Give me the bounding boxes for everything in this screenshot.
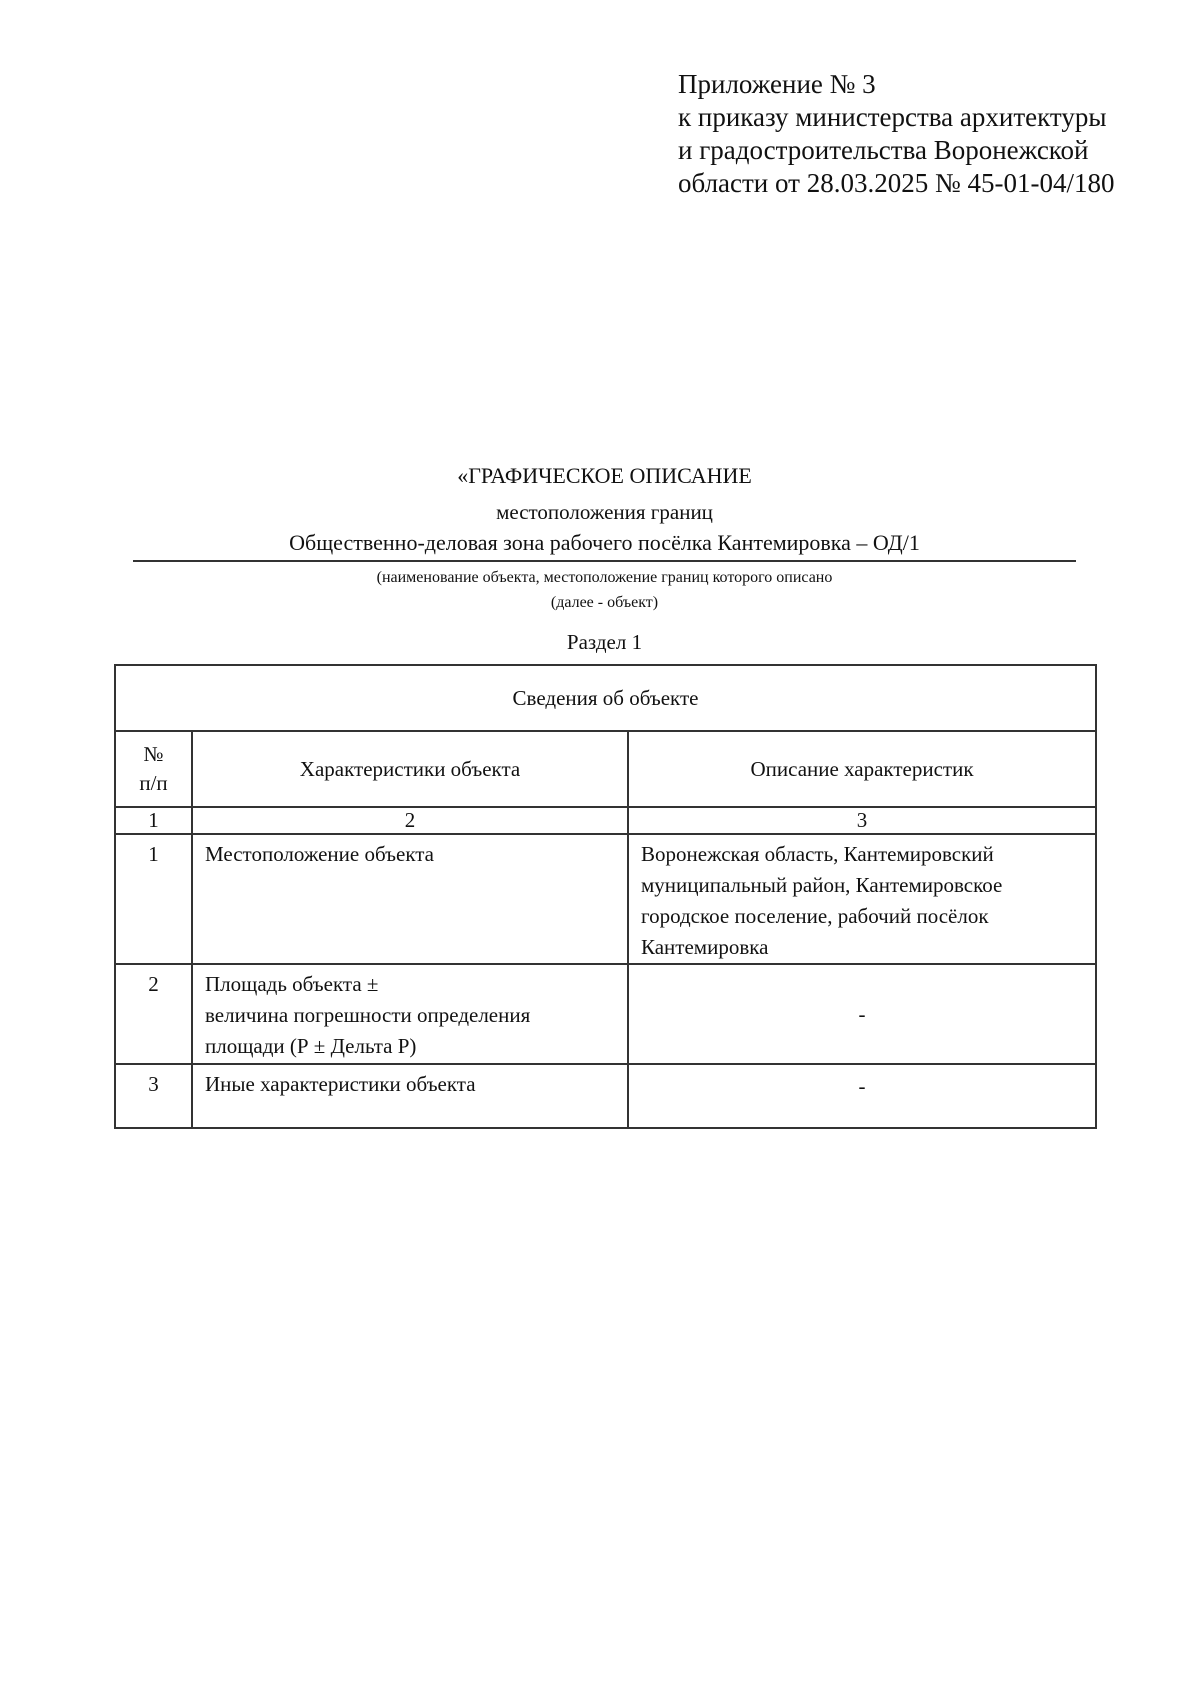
object-name: Общественно-деловая зона рабочего посёлка Кантемировка – ОД/1 <box>133 528 1076 562</box>
row-number: 1 <box>115 834 192 964</box>
column-numbers-row <box>115 807 1096 834</box>
appendix-date-line: области от 28.03.2025 № 45-01-04/180 <box>678 168 1115 198</box>
row-number: 3 <box>115 1064 192 1128</box>
document-title: «ГРАФИЧЕСКОЕ ОПИСАНИЕ <box>457 463 752 488</box>
column-number-1: 1 <box>115 807 192 834</box>
object-note-line-2: (далее - объект) <box>550 594 659 611</box>
row-characteristic: Иные характеристики объекта <box>192 1064 628 1128</box>
table-row <box>115 834 1096 964</box>
column-number-3: 3 <box>628 807 1096 834</box>
appendix-number: Приложение № 3 <box>678 69 876 99</box>
appendix-order-line: к приказу министерства архитектуры <box>678 102 1107 132</box>
column-header-characteristics: Характеристики объекта <box>192 731 628 807</box>
row-characteristic-line-2: величина погрешности определения <box>205 1003 531 1027</box>
column-number-2: 2 <box>192 807 628 834</box>
row-description: Воронежская область, Кантемировский муниципальный район, Кантемировское городское поселение, рабочий посёлок Кантемировка <box>628 834 1096 964</box>
table-caption: Сведения об объекте <box>115 665 1096 731</box>
object-note-line-1: (наименование объекта, местоположение границ которого описано <box>376 569 833 586</box>
table-row <box>115 964 1096 1064</box>
row-description: - <box>628 964 1096 1064</box>
column-header-number-line-2: п/п <box>139 771 168 795</box>
appendix-ministry-line: и градостроительства Воронежской <box>678 135 1089 165</box>
object-info-table <box>114 664 1097 1129</box>
appendix-reference <box>678 68 1178 200</box>
row-characteristic <box>192 964 628 1064</box>
row-characteristic-line-1: Площадь объекта ± <box>205 972 379 996</box>
object-name-note <box>133 565 1076 615</box>
row-characteristic-line-3: площади (Р ± Дельта Р) <box>205 1034 417 1058</box>
column-header-number <box>115 731 192 807</box>
document-subtitle: местоположения границ <box>496 500 713 524</box>
row-description: - <box>628 1064 1096 1128</box>
section-label: Раздел 1 <box>566 630 643 654</box>
row-number: 2 <box>115 964 192 1064</box>
table-row <box>115 1064 1096 1128</box>
column-header-description: Описание характеристик <box>628 731 1096 807</box>
row-characteristic: Местоположение объекта <box>192 834 628 964</box>
column-header-number-line-1: № <box>143 742 164 766</box>
